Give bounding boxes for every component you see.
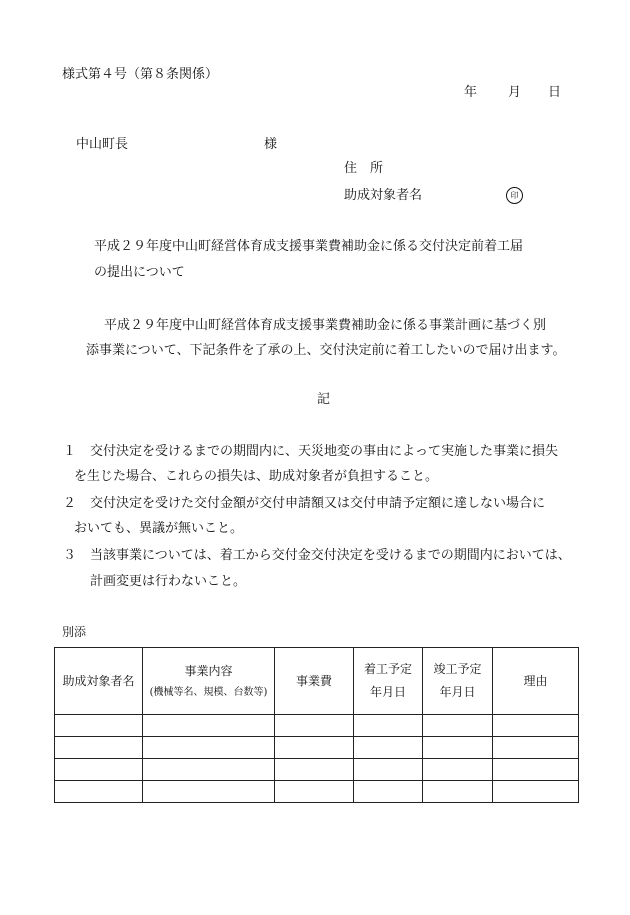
seal-icon: 印 — [506, 187, 523, 204]
table-cell[interactable] — [423, 781, 493, 803]
col-header-reason: 理由 — [493, 648, 579, 715]
table-cell[interactable] — [354, 715, 423, 737]
table-row — [55, 715, 579, 737]
address-label: 住 所 — [344, 161, 384, 176]
condition-3-number: ３ — [63, 548, 77, 563]
date-year-label: 年 — [464, 85, 478, 100]
condition-1-line1: 交付決定を受けるまでの期間内に、天災地変の事由によって実施した事業に損失 — [90, 444, 559, 459]
col-header-end-line2: 年月日 — [439, 685, 476, 699]
col-header-end-date — [423, 648, 493, 715]
table-cell[interactable] — [275, 759, 354, 781]
table-cell[interactable] — [493, 781, 579, 803]
table-cell[interactable] — [354, 737, 423, 759]
table-cell[interactable] — [493, 737, 579, 759]
table-cell[interactable] — [275, 737, 354, 759]
applicant-name-label: 助成対象者名 — [344, 188, 423, 203]
col-header-applicant-name: 助成対象者名 — [55, 648, 143, 715]
condition-2-line1: 交付決定を受けた交付金額が交付申請額又は交付申請予定額に達しない場合に — [90, 496, 546, 511]
date-month-label: 月 — [508, 85, 522, 100]
table-cell[interactable] — [143, 715, 275, 737]
document-title-line1: 平成２９年度中山町経営体育成支援事業費補助金に係る交付決定前着工届 — [94, 239, 524, 254]
table-cell[interactable] — [143, 781, 275, 803]
table-row — [55, 737, 579, 759]
table-cell[interactable] — [275, 715, 354, 737]
condition-1-line2: を生じた場合、これらの損失は、助成対象者が負担すること。 — [74, 469, 439, 484]
body-text-line1: 平成２９年度中山町経営体育成支援事業費補助金に係る事業計画に基づく別 — [104, 318, 547, 333]
table-cell[interactable] — [423, 737, 493, 759]
annex-table-header — [55, 648, 579, 715]
ki-heading: 記 — [317, 392, 331, 407]
table-cell[interactable] — [354, 781, 423, 803]
table-cell[interactable] — [143, 737, 275, 759]
condition-1-number: １ — [63, 444, 77, 459]
document-title-line2: の提出について — [94, 265, 185, 280]
table-cell[interactable] — [55, 737, 143, 759]
form-id: 様式第４号（第８条関係） — [62, 67, 219, 82]
col-header-start-date — [354, 648, 423, 715]
table-cell[interactable] — [143, 759, 275, 781]
col-header-content-sub: (機械等名、規模、台数等) — [149, 686, 268, 698]
table-cell[interactable] — [423, 759, 493, 781]
col-header-start-line2: 年月日 — [369, 685, 406, 699]
table-cell[interactable] — [493, 715, 579, 737]
addressee-name: 中山町長 — [76, 137, 129, 152]
date-day-label: 日 — [548, 85, 562, 100]
condition-3-line2: 計画変更は行わないこと。 — [90, 574, 247, 589]
col-header-content — [143, 648, 275, 715]
annex-table — [54, 647, 579, 803]
col-header-cost: 事業費 — [275, 648, 354, 715]
col-header-content-main: 事業内容 — [184, 664, 233, 679]
col-header-end-line1: 竣工予定 — [433, 662, 482, 677]
condition-2-line2: おいても、異議が無いこと。 — [74, 521, 244, 536]
addressee-honorific: 様 — [264, 137, 278, 152]
table-cell[interactable] — [55, 781, 143, 803]
table-cell[interactable] — [493, 759, 579, 781]
table-cell[interactable] — [275, 781, 354, 803]
condition-2-number: ２ — [63, 496, 77, 511]
table-row — [55, 759, 579, 781]
table-cell[interactable] — [354, 759, 423, 781]
table-cell[interactable] — [423, 715, 493, 737]
table-cell[interactable] — [55, 759, 143, 781]
condition-3-line1: 当該事業については、着工から交付金交付決定を受けるまでの期間内においては、 — [90, 548, 571, 563]
col-header-start-line1: 着工予定 — [363, 662, 412, 677]
body-text-line2: 添事業について、下記条件を了承の上、交付決定前に着工したいので届け出ます。 — [86, 343, 566, 358]
table-cell[interactable] — [55, 715, 143, 737]
table-row — [55, 781, 579, 803]
annex-label: 別添 — [62, 625, 87, 639]
